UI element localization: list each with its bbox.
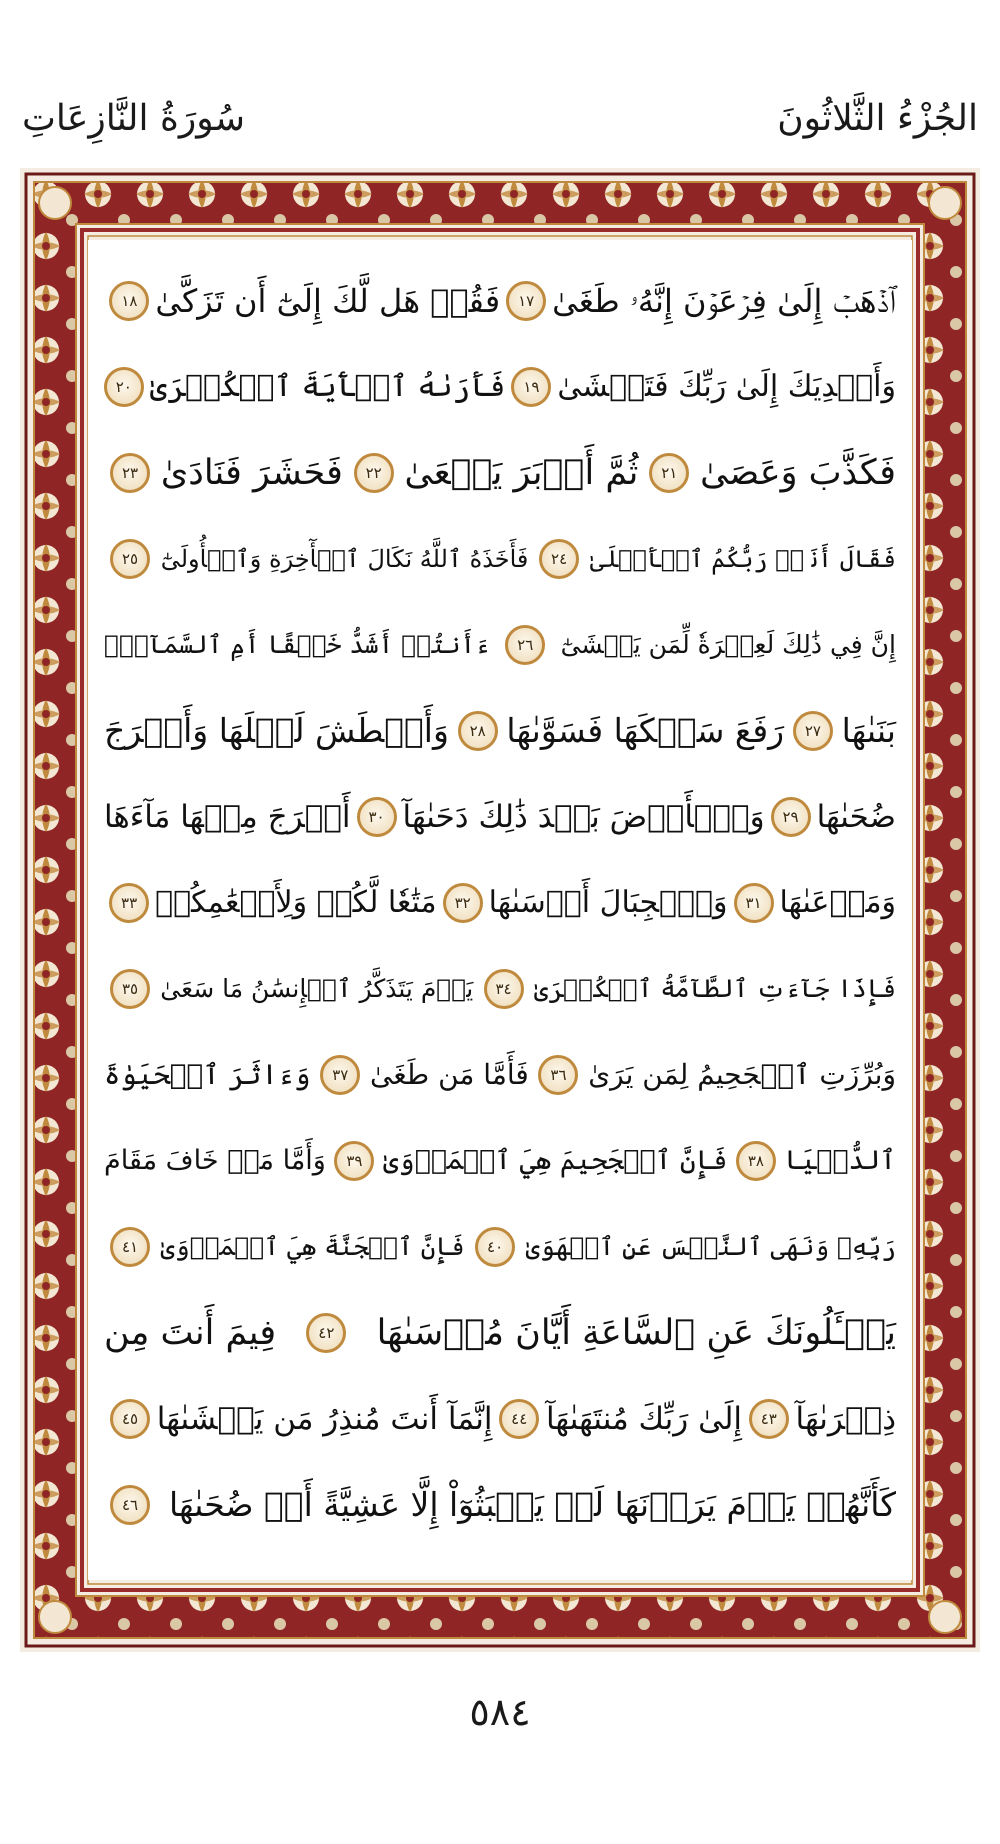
ayah-number-marker: ٢٥ bbox=[110, 539, 150, 579]
verse-line bbox=[104, 608, 896, 682]
verse-text: فِيمَ أَنتَ مِن bbox=[104, 1313, 277, 1353]
verse-text: وَأَهۡدِيَكَ إِلَىٰ رَبِّكَ فَتَخۡشَىٰ bbox=[557, 369, 896, 404]
verse-line bbox=[104, 694, 896, 768]
verse-text: فَإِنَّ ٱلۡجَحِيمَ هِيَ ٱلۡمَأۡوَىٰ bbox=[382, 1145, 728, 1176]
verse-text: رَبِّهِۦ وَنَهَى ٱلنَّفۡسَ عَنِ ٱلۡهَوَىٰ bbox=[525, 1232, 896, 1261]
verse-text: وَأَمَّا مَنۡ خَافَ مَقَامَ bbox=[104, 1145, 326, 1176]
ayah-number-marker: ٣٤ bbox=[484, 969, 524, 1009]
ayah-number-marker: ٤٣ bbox=[749, 1399, 789, 1439]
ayah-number-marker: ١٩ bbox=[511, 367, 551, 407]
ayah-number-marker: ٣٥ bbox=[110, 969, 150, 1009]
verse-text: إِلَىٰ رَبِّكَ مُنتَهَىٰهَآ bbox=[545, 1401, 743, 1437]
verse-text: وَمَرۡعَىٰهَا bbox=[779, 885, 896, 920]
verse-line bbox=[104, 866, 896, 940]
verse-text: مَتَٰعٗا لَّكُمۡ وَلِأَنۡعَٰمِكُمۡ bbox=[155, 885, 437, 920]
verse-text: إِنَّمَآ أَنتَ مُنذِرُ مَن يَخۡشَىٰهَا bbox=[156, 1401, 493, 1437]
verse-text: رَفَعَ سَمۡكَهَا فَسَوَّىٰهَا bbox=[506, 711, 785, 750]
page-header bbox=[0, 0, 1000, 170]
verse-text: فَإِنَّ ٱلۡجَنَّةَ هِيَ ٱلۡمَأۡوَىٰ bbox=[160, 1232, 465, 1261]
verse-text: فَأَمَّا مَن طَغَىٰ bbox=[370, 1058, 529, 1091]
verse-text: كَأَنَّهُمۡ يَوۡمَ يَرَوۡنَهَا لَمۡ يَلۡبَثُوٓاْ إِلَّا عَشِيَّةً أَوۡ ضُحَىٰهَا bbox=[168, 1485, 896, 1524]
verse-text: بَنَىٰهَا bbox=[841, 711, 896, 750]
ayah-number-marker: ١٨ bbox=[109, 281, 149, 321]
verse-line bbox=[104, 436, 896, 510]
page-number: ٥٨٤ bbox=[469, 1690, 531, 1734]
verse-line bbox=[104, 1124, 896, 1198]
ayah-number-marker: ٢٧ bbox=[793, 711, 833, 751]
verse-text: ذِكۡرَىٰهَآ bbox=[795, 1401, 896, 1437]
ornamental-border bbox=[20, 168, 980, 1652]
ayah-number-marker: ٢٨ bbox=[458, 711, 498, 751]
verse-text: فَقَالَ أَنَا۠ رَبُّكُمُ ٱلۡأَعۡلَىٰ bbox=[589, 545, 896, 573]
surah-label: سُورَةُ النَّازِعَاتِ bbox=[22, 98, 245, 139]
verse-text: وَءَاثَرَ ٱلۡحَيَوٰةَ bbox=[104, 1058, 311, 1091]
ayah-number-marker: ٤٠ bbox=[475, 1227, 515, 1267]
verse-text: فَكَذَّبَ وَعَصَىٰ bbox=[700, 453, 896, 493]
verse-text: فَأَرَىٰهُ ٱلۡأٓيَةَ ٱلۡكُبۡرَىٰ bbox=[149, 369, 506, 404]
verse-line bbox=[104, 952, 896, 1026]
ayah-number-marker: ٣٨ bbox=[736, 1141, 776, 1181]
verse-text: فَقُلۡ هَل لَّكَ إِلَىٰٓ أَن تَزَكَّىٰ bbox=[155, 282, 501, 320]
ayah-number-marker: ٣٣ bbox=[109, 883, 149, 923]
verse-line bbox=[104, 1210, 896, 1284]
verse-text: يَوۡمَ يَتَذَكَّرُ ٱلۡإِنسَٰنُ مَا سَعَىٰ bbox=[160, 974, 474, 1003]
verse-text: وَٱلۡأَرۡضَ بَعۡدَ ذَٰلِكَ دَحَىٰهَآ bbox=[402, 799, 765, 835]
verse-text: ثُمَّ أَدۡبَرَ يَسۡعَىٰ bbox=[404, 453, 639, 493]
verse-line bbox=[104, 1468, 896, 1542]
verse-line bbox=[104, 1038, 896, 1112]
juz-label: الجُزْءُ الثَّلاثُونَ bbox=[777, 98, 978, 139]
verse-text: فَحَشَرَ فَنَادَىٰ bbox=[160, 453, 343, 493]
ayah-number-marker: ٣١ bbox=[734, 883, 774, 923]
ayah-number-marker: ٣٠ bbox=[357, 797, 397, 837]
text-area bbox=[88, 240, 912, 1580]
verse-text: فَأَخَذَهُ ٱللَّهُ نَكَالَ ٱلۡأٓخِرَةِ وَٱلۡأُولَىٰٓ bbox=[160, 545, 529, 573]
verse-text: ٱلدُّنۡيَا bbox=[784, 1145, 896, 1176]
verse-text: ٱذۡهَبۡ إِلَىٰ فِرۡعَوۡنَ إِنَّهُۥ طَغَىٰ bbox=[552, 282, 896, 320]
ayah-number-marker: ٣٩ bbox=[334, 1141, 374, 1181]
ayah-number-marker: ٢٢ bbox=[354, 453, 394, 493]
verse-line bbox=[104, 1296, 896, 1370]
ayah-number-marker: ٤١ bbox=[110, 1227, 150, 1267]
verse-text: وَٱلۡجِبَالَ أَرۡسَىٰهَا bbox=[488, 885, 728, 920]
ayah-number-marker: ٢١ bbox=[649, 453, 689, 493]
verse-line bbox=[104, 350, 896, 424]
verse-text: فَإِذَا جَآءَتِ ٱلطَّآمَّةُ ٱلۡكُبۡرَىٰ bbox=[533, 974, 896, 1003]
verse-line bbox=[104, 522, 896, 596]
ayah-number-marker: ٢٣ bbox=[110, 453, 150, 493]
verse-text: ءَأَنتُمۡ أَشَدُّ خَلۡقًا أَمِ ٱلسَّمَآءُۚ bbox=[104, 630, 490, 659]
ayah-number-marker: ٤٦ bbox=[110, 1485, 150, 1525]
ayah-number-marker: ٢٤ bbox=[539, 539, 579, 579]
ayah-number-marker: ٣٦ bbox=[538, 1055, 578, 1095]
ayah-number-marker: ٢٦ bbox=[505, 625, 545, 665]
ayah-number-marker: ١٧ bbox=[506, 281, 546, 321]
ayah-number-marker: ٣٧ bbox=[320, 1055, 360, 1095]
ayah-number-marker: ٣٢ bbox=[443, 883, 483, 923]
ayah-number-marker: ٢٩ bbox=[771, 797, 811, 837]
verse-text: أَخۡرَجَ مِنۡهَا مَآءَهَا bbox=[103, 799, 351, 835]
ayah-number-marker: ٤٢ bbox=[306, 1313, 346, 1353]
verse-line bbox=[104, 1382, 896, 1456]
verse-text: ضُحَىٰهَا bbox=[816, 799, 896, 835]
verse-text: إِنَّ فِي ذَٰلِكَ لَعِبۡرَةٗ لِّمَن يَخۡشَىٰٓ bbox=[560, 630, 896, 659]
verse-line bbox=[104, 264, 896, 338]
ayah-number-marker: ٤٥ bbox=[110, 1399, 150, 1439]
verse-line bbox=[104, 780, 896, 854]
verse-text: يَسۡـَٔلُونَكَ عَنِ ٱلسَّاعَةِ أَيَّانَ مُرۡسَىٰهَا bbox=[376, 1313, 896, 1353]
ayah-number-marker: ٢٠ bbox=[104, 367, 144, 407]
verse-text: وَبُرِّزَتِ ٱلۡجَحِيمُ لِمَن يَرَىٰ bbox=[588, 1058, 896, 1091]
ayah-number-marker: ٤٤ bbox=[499, 1399, 539, 1439]
verse-text: وَأَغۡطَشَ لَيۡلَهَا وَأَخۡرَجَ bbox=[104, 711, 449, 750]
